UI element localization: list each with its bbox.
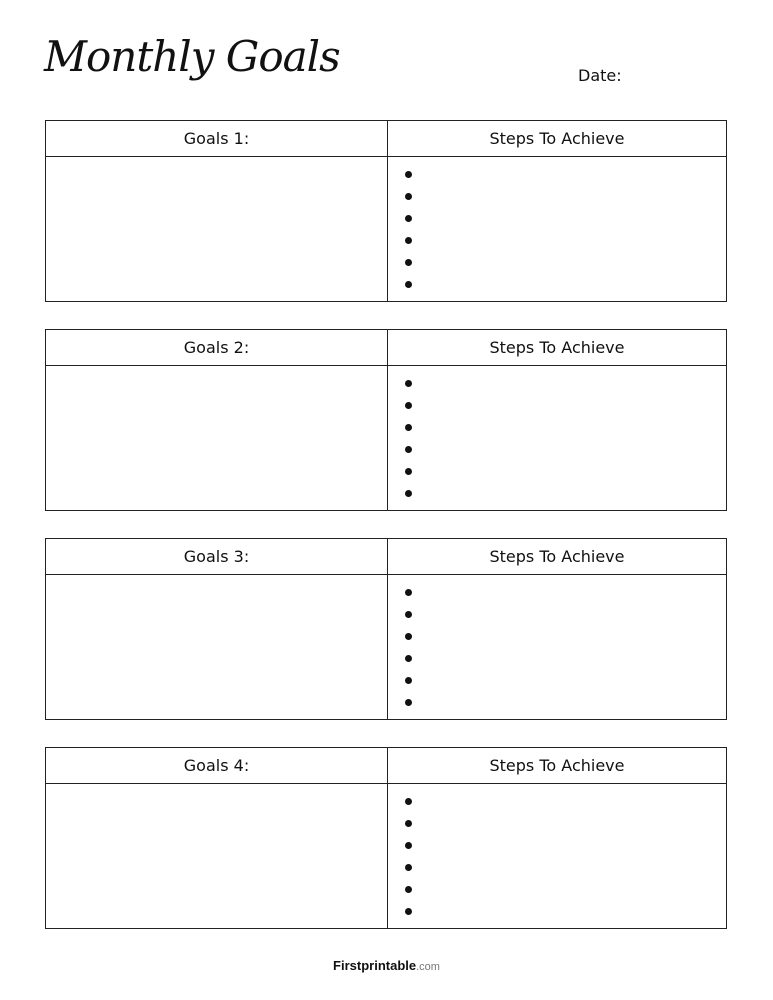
goal-label: Goals 3: <box>46 539 388 575</box>
goal-write-area[interactable] <box>46 784 388 928</box>
bullet-point <box>405 215 412 222</box>
bullet-point <box>405 655 412 662</box>
steps-list[interactable] <box>388 575 726 719</box>
bullet-point <box>405 842 412 849</box>
steps-list[interactable] <box>388 157 726 301</box>
bullet-point <box>405 798 412 805</box>
bullet-point <box>405 677 412 684</box>
steps-list[interactable] <box>388 784 726 928</box>
bullet-point <box>405 424 412 431</box>
steps-list[interactable] <box>388 366 726 510</box>
steps-label: Steps To Achieve <box>388 748 726 784</box>
bullet-point <box>405 699 412 706</box>
goal-write-area[interactable] <box>46 575 388 719</box>
bullet-point <box>405 589 412 596</box>
steps-label: Steps To Achieve <box>388 121 726 157</box>
bullet-point <box>405 633 412 640</box>
bullet-point <box>405 281 412 288</box>
bullet-point <box>405 402 412 409</box>
bullet-point <box>405 171 412 178</box>
goal-table-1 <box>45 120 727 302</box>
steps-label: Steps To Achieve <box>388 330 726 366</box>
bullet-point <box>405 886 412 893</box>
footer-tld: .com <box>416 961 440 973</box>
bullet-point <box>405 611 412 618</box>
goal-write-area[interactable] <box>46 366 388 510</box>
page-title: Monthly Goals <box>44 32 340 81</box>
bullet-point <box>405 237 412 244</box>
goal-table-4 <box>45 747 727 929</box>
bullet-point <box>405 380 412 387</box>
bullet-point <box>405 820 412 827</box>
goal-label: Goals 1: <box>46 121 388 157</box>
date-label: Date: <box>578 66 622 85</box>
steps-label: Steps To Achieve <box>388 539 726 575</box>
goal-label: Goals 4: <box>46 748 388 784</box>
goal-write-area[interactable] <box>46 157 388 301</box>
bullet-point <box>405 193 412 200</box>
goal-label: Goals 2: <box>46 330 388 366</box>
goal-table-2 <box>45 329 727 511</box>
bullet-point <box>405 908 412 915</box>
bullet-point <box>405 864 412 871</box>
footer-brand: Firstprintable <box>333 958 417 973</box>
goal-table-3 <box>45 538 727 720</box>
bullet-point <box>405 446 412 453</box>
bullet-point <box>405 468 412 475</box>
bullet-point <box>405 259 412 266</box>
bullet-point <box>405 490 412 497</box>
footer-credit <box>0 958 773 973</box>
